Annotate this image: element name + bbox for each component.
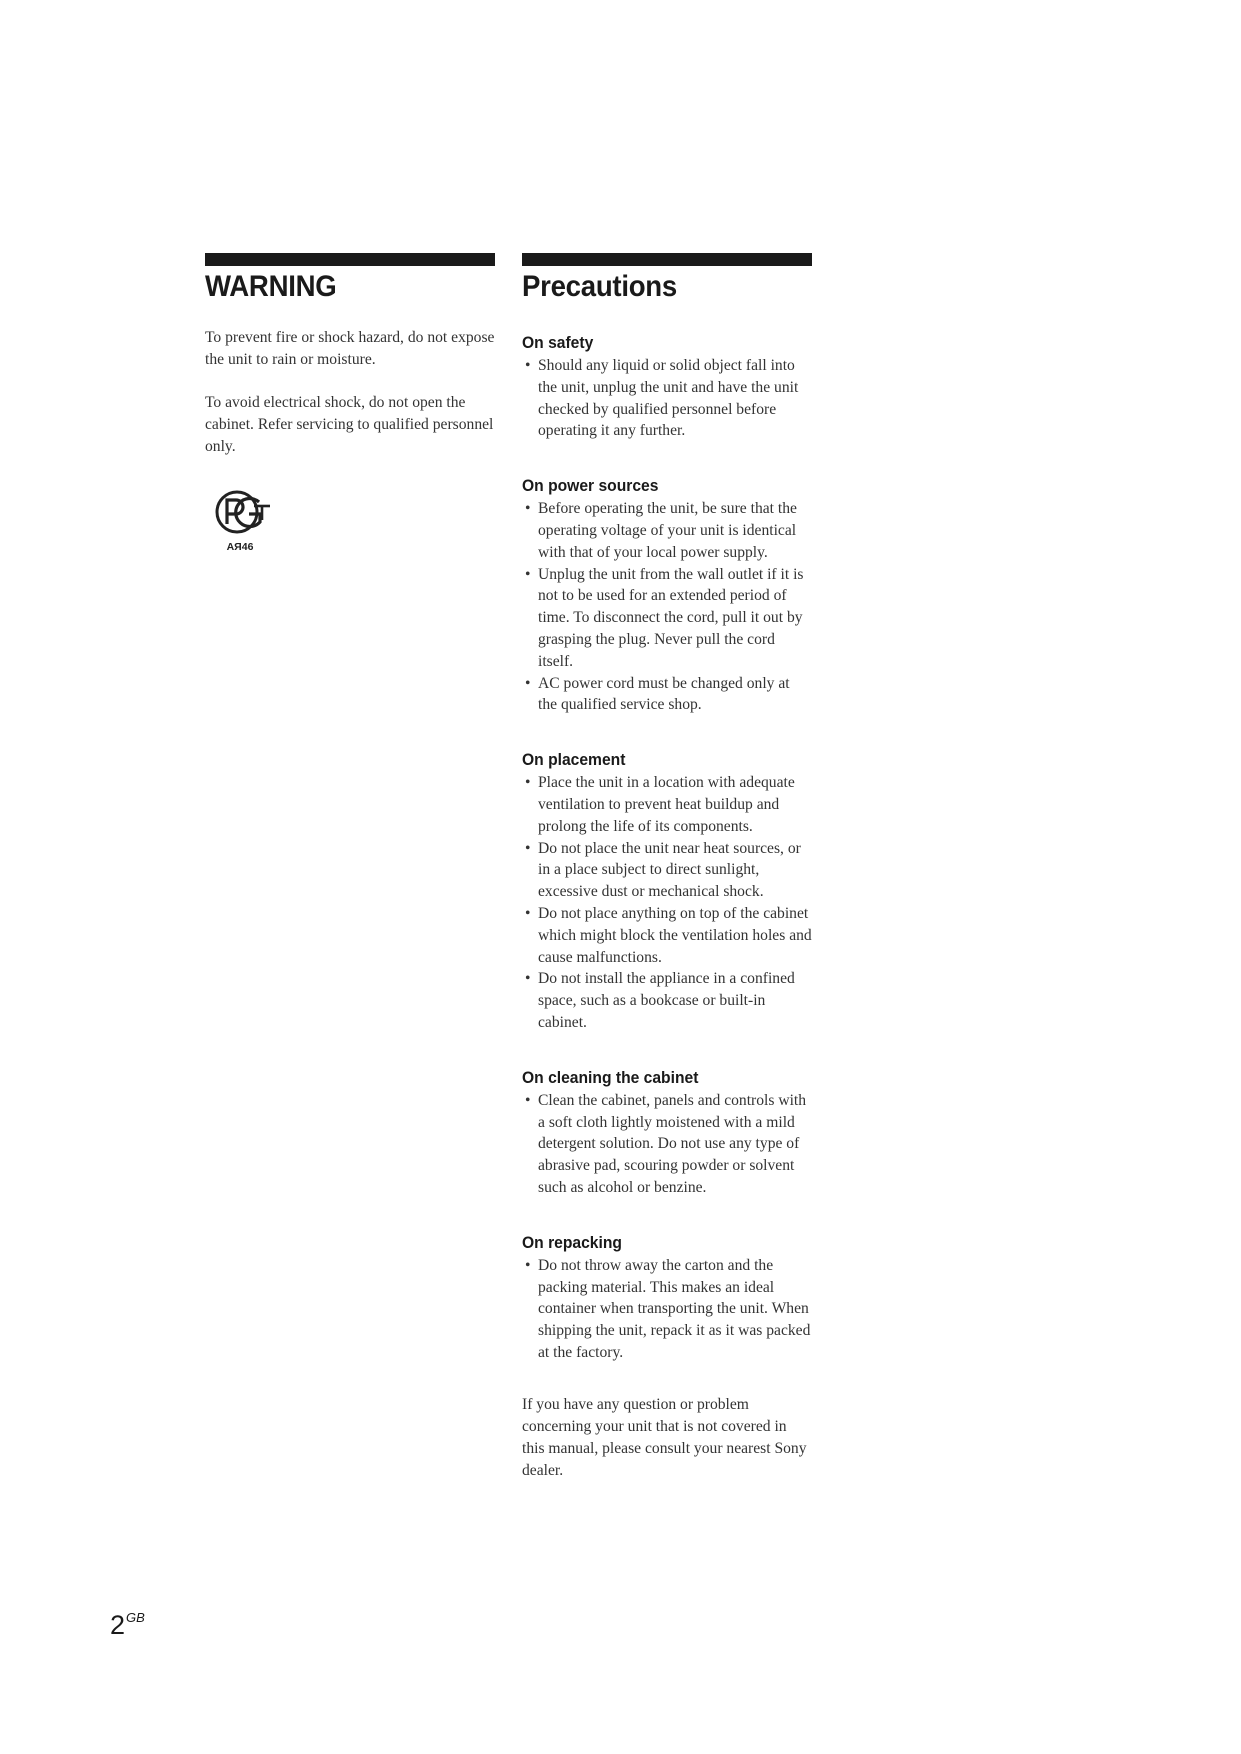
bullet-list (522, 1090, 812, 1199)
bullet-item: • AC power cord must be changed only at the qualified service shop. (522, 673, 812, 717)
warning-paragraph-fire: To prevent fire or shock hazard, do not expose the unit to rain or moisture. (205, 329, 495, 368)
section-on-repacking (522, 1233, 812, 1364)
section-heading: On placement (522, 750, 626, 770)
bullet-list (522, 772, 812, 1034)
precautions-title: Precautions (522, 270, 677, 303)
section-heading: On repacking (522, 1232, 622, 1252)
section-on-power-sources (522, 476, 812, 716)
bullet-list (522, 498, 812, 716)
warning-column (205, 253, 495, 561)
closing-paragraph: If you have any question or problem concerning your unit that is not covered in this manual, please consult your nearest Sony dealer. (522, 1395, 807, 1479)
section-heading: On safety (522, 333, 594, 352)
warning-title-rule (205, 253, 495, 266)
section-heading: On cleaning the cabinet (522, 1067, 699, 1087)
bullet-item: • Do not place the unit near heat sources, or in a place subject to direct sunlight, excessive dust or mechanical shock. (522, 838, 812, 903)
bullet-item: • Place the unit in a location with adequate ventilation to prevent heat buildup and prolong the life of its components. (522, 772, 812, 837)
precautions-column (522, 253, 812, 1482)
bullet-item: • Do not place anything on top of the cabinet which might block the ventilation holes and cause malfunctions. (522, 903, 812, 968)
certification-code: AЯ46 (226, 541, 254, 553)
certification-logo (207, 484, 277, 556)
page-number (110, 1610, 145, 1641)
bullet-item: • Do not install the appliance in a confined space, such as a bookcase or built-in cabinet. (522, 968, 812, 1033)
page-number-suffix: GB (126, 1610, 145, 1625)
bullet-item: • Unplug the unit from the wall outlet if it is not to be used for an extended period of time. To disconnect the cord, pull it out by grasping the plug. Never pull the cord itself. (522, 564, 812, 673)
bullet-list (522, 355, 812, 442)
section-on-placement (522, 750, 812, 1034)
bullet-item: • Before operating the unit, be sure that the operating voltage of your unit is identical with that of your local power supply. (522, 498, 812, 563)
section-on-cleaning-the-cabinet (522, 1068, 812, 1199)
bullet-item: • Should any liquid or solid object fall into the unit, unplug the unit and have the unit checked by qualified personnel before operating it any further. (522, 355, 812, 442)
precautions-title-rule (522, 253, 812, 266)
page-number-value: 2 (110, 1610, 126, 1640)
warning-paragraph-shock: To avoid electrical shock, do not open the cabinet. Refer servicing to qualified personnel only. (205, 394, 494, 455)
warning-title: WARNING (205, 270, 337, 303)
bullet-item: • Do not throw away the carton and the packing material. This makes an ideal container when transporting the unit. When shipping the unit, repack it as it was packed at the factory. (522, 1255, 812, 1364)
bullet-item: • Clean the cabinet, panels and controls with a soft cloth lightly moistened with a mild detergent solution. Do not use any type of abrasive pad, scouring powder or solvent such as alcohol or benzine. (522, 1090, 812, 1199)
section-heading: On power sources (522, 476, 659, 496)
section-on-safety (522, 333, 812, 442)
bullet-list (522, 1255, 812, 1364)
